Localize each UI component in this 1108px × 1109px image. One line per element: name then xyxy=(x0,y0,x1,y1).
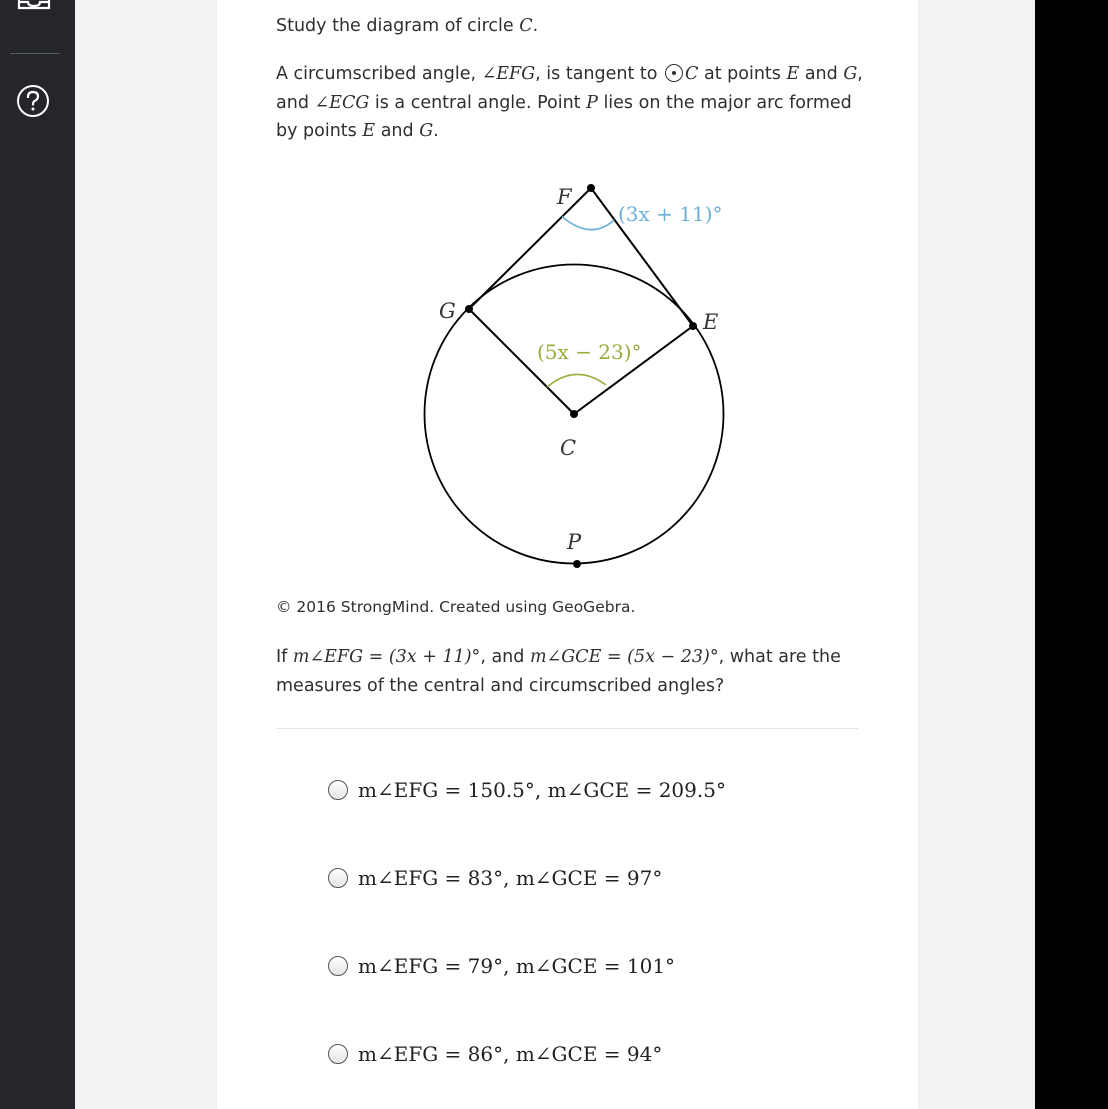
answer-option-label: m∠EFG = 86°, m∠GCE = 94° xyxy=(358,1042,663,1066)
question-panel xyxy=(217,0,918,1109)
answer-option-3[interactable] xyxy=(328,950,675,982)
description-text: A circumscribed angle, ∠EFG, is tangent to C at points E and G, and ∠ECG is a central angle. Point P lies on the major arc formed by points E and G. xyxy=(276,64,863,141)
answer-option-label: m∠EFG = 83°, m∠GCE = 97° xyxy=(358,866,663,890)
answer-option-1[interactable] xyxy=(328,774,726,806)
point-p xyxy=(573,560,581,568)
sidebar xyxy=(0,0,75,1109)
label-p: P xyxy=(567,530,582,554)
circle-dot-icon xyxy=(665,64,683,82)
point-g xyxy=(465,305,473,313)
answer-option-2[interactable] xyxy=(328,862,662,894)
radio-button[interactable] xyxy=(328,1044,348,1064)
label-e: E xyxy=(703,310,719,334)
angle-f-label: (3x + 11)° xyxy=(618,202,723,226)
radio-button[interactable] xyxy=(328,780,348,800)
inbox-icon[interactable] xyxy=(17,0,51,20)
answer-option-4[interactable] xyxy=(328,1038,662,1070)
angle-c-arc xyxy=(547,374,606,387)
point-e xyxy=(689,322,697,330)
tangent-fg xyxy=(469,188,591,309)
label-g: G xyxy=(439,299,456,323)
label-f: F xyxy=(557,185,572,209)
circle-diagram xyxy=(417,178,757,578)
separator xyxy=(276,728,858,729)
radio-button[interactable] xyxy=(328,868,348,888)
help-circle-icon[interactable] xyxy=(16,84,50,118)
radio-button[interactable] xyxy=(328,956,348,976)
point-c xyxy=(570,410,578,418)
answer-option-label: m∠EFG = 150.5°, m∠GCE = 209.5° xyxy=(358,778,726,802)
answer-option-label: m∠EFG = 79°, m∠GCE = 101° xyxy=(358,954,676,978)
question-text: If m∠EFG = (3x + 11)°, and m∠GCE = (5x − 23)°, what are the measures of the central and circumscribed angles? xyxy=(276,647,841,696)
right-edge-bar xyxy=(1035,0,1108,1109)
angle-f-arc xyxy=(562,217,614,230)
label-c: C xyxy=(560,436,577,460)
angle-c-label: (5x − 23)° xyxy=(537,340,642,364)
credit-text: © 2016 StrongMind. Created using GeoGebra. xyxy=(276,598,636,616)
sidebar-divider xyxy=(10,53,60,54)
intro-text: Study the diagram of circle C. xyxy=(276,16,539,36)
point-f xyxy=(587,184,595,192)
